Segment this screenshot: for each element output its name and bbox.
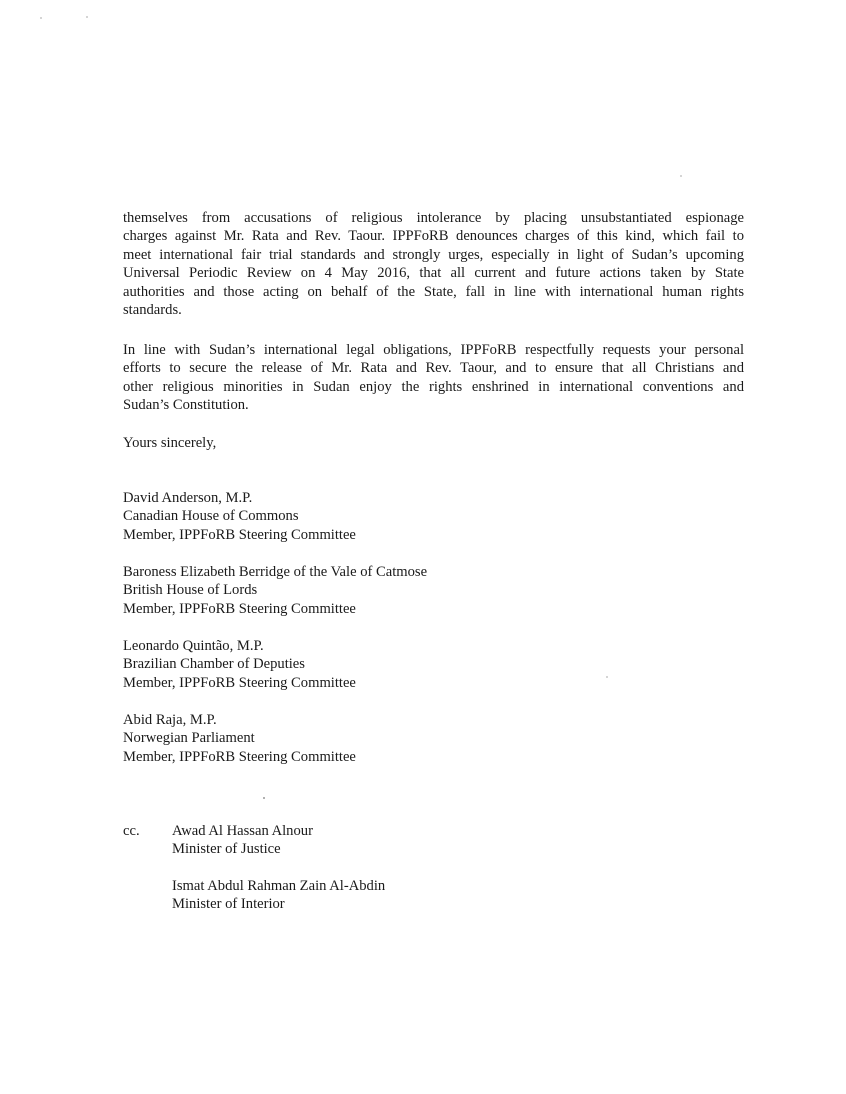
paragraph-line: Universal Periodic Review on 4 May 2016, that all current and future actions taken by State: [123, 265, 744, 282]
signatory-name: Baroness Elizabeth Berridge of the Vale of Catmose: [123, 564, 428, 580]
signatory-role: Member, IPPFoRB Steering Committee: [123, 674, 356, 691]
cc-recipient: [172, 877, 385, 914]
cc-label: cc.: [123, 823, 140, 839]
paragraph-line: Sudan’s Constitution.: [123, 397, 249, 414]
cc-recipient-title: Minister of Interior: [172, 896, 285, 913]
cc-recipient-name: Awad Al Hassan Alnour: [172, 823, 313, 839]
signatory-body: Norwegian Parliament: [123, 730, 255, 747]
signatory-name: Leonardo Quintão, M.P.: [123, 638, 264, 654]
scan-speck: [40, 17, 42, 19]
paragraph-line: other religious minorities in Sudan enjoy the rights enshrined in international conventions and: [123, 378, 744, 395]
paragraph-line: efforts to secure the release of Mr. Rata and Rev. Taour, and to ensure that all Christians and: [123, 360, 744, 377]
closing-text: Yours sincerely,: [123, 435, 217, 451]
paragraph-line: meet international fair trial standards and strongly urges, especially in light of Sudan’s upcoming: [123, 246, 744, 263]
scan-speck: [263, 797, 265, 799]
scan-speck: [86, 16, 88, 18]
signatory-body: British House of Lords: [123, 582, 258, 599]
paragraph-line: standards.: [123, 302, 182, 319]
paragraph-line: In line with Sudan’s international legal obligations, IPPFoRB respectfully requests your personal: [123, 342, 744, 358]
cc-recipient-title: Minister of Justice: [172, 841, 281, 858]
scan-speck: [680, 175, 682, 177]
signatory-role: Member, IPPFoRB Steering Committee: [123, 748, 356, 765]
signatory-block: [123, 637, 356, 692]
signatory-block: [123, 489, 356, 544]
body-paragraph-1: [123, 209, 744, 319]
signatory-block: [123, 563, 427, 618]
cc-recipient: [172, 822, 313, 859]
paragraph-line: charges against Mr. Rata and Rev. Taour. IPPFoRB denounces charges of this kind, which fail to: [123, 228, 744, 245]
signatory-name: David Anderson, M.P.: [123, 490, 253, 506]
signatory-role: Member, IPPFoRB Steering Committee: [123, 526, 356, 543]
scan-speck: [606, 676, 608, 678]
signatory-name: Abid Raja, M.P.: [123, 712, 217, 728]
signatory-block: [123, 711, 356, 766]
paragraph-line: themselves from accusations of religious intolerance by placing unsubstantiated espionage: [123, 210, 744, 226]
cc-recipient-name: Ismat Abdul Rahman Zain Al-Abdin: [172, 878, 386, 894]
signatory-body: Brazilian Chamber of Deputies: [123, 656, 305, 673]
body-paragraph-2: [123, 341, 744, 415]
signatory-body: Canadian House of Commons: [123, 508, 299, 525]
closing-salutation: [123, 434, 216, 452]
paragraph-line: authorities and those acting on behalf of the State, fall in line with international human rights: [123, 283, 744, 300]
signatory-role: Member, IPPFoRB Steering Committee: [123, 600, 356, 617]
